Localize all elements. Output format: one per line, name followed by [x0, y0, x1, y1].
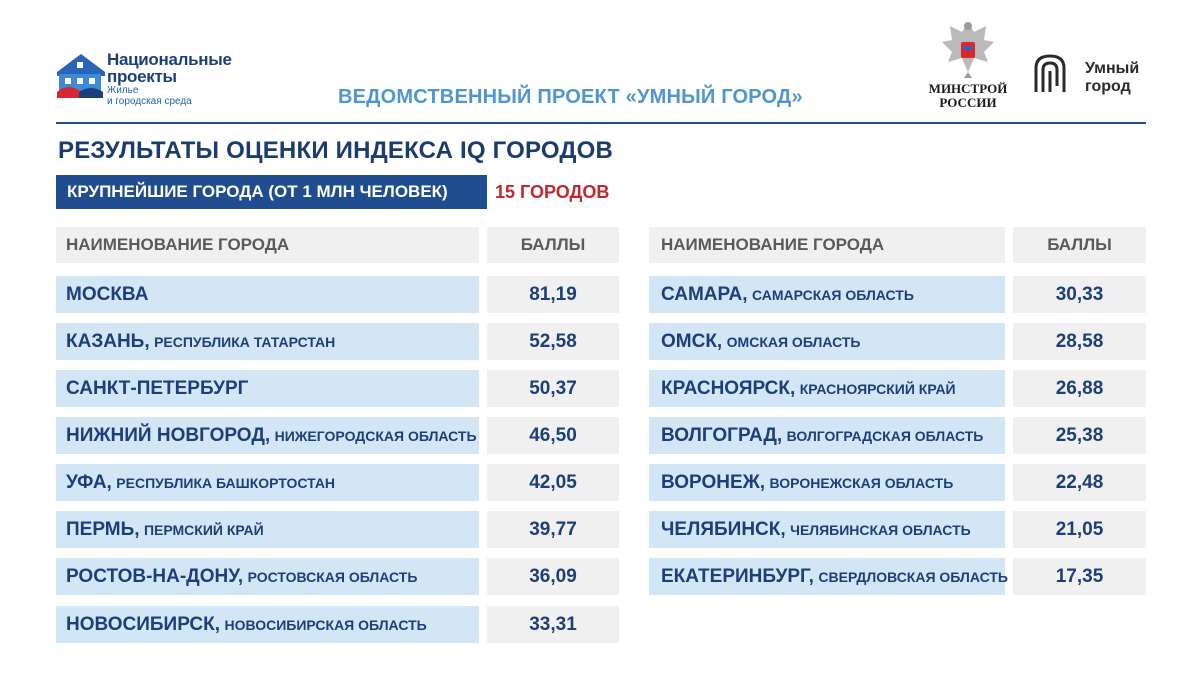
region-name: РЕСПУБЛИКА БАШКОРТОСТАН [116, 475, 336, 491]
smart-city-text: Умный город [1085, 60, 1140, 95]
table-row [649, 464, 1005, 501]
national-projects-logo [55, 50, 235, 110]
city-name: МОСКВА [66, 284, 149, 305]
region-name: ПЕРМСКИЙ КРАЙ [143, 522, 264, 538]
region-name: ВОЛГОГРАДСКАЯ ОБЛАСТЬ [786, 428, 984, 444]
left-header-score: БАЛЛЫ [487, 227, 619, 263]
city-name: КАЗАНЬ, [66, 331, 150, 352]
region-name: НИЖЕГОРОДСКАЯ ОБЛАСТЬ [274, 428, 477, 444]
city-name: САМАРА, [661, 284, 748, 305]
eagle-emblem-icon [938, 18, 998, 80]
region-name: СВЕРДЛОВСКАЯ ОБЛАСТЬ [818, 569, 1008, 585]
city-name: НОВОСИБИРСК, [66, 614, 221, 635]
score-value: 22,48 [1013, 464, 1146, 501]
table-row [649, 558, 1008, 595]
city-name: ОМСК, [661, 331, 723, 352]
table-row [56, 558, 479, 595]
left-header-name: НАИМЕНОВАНИЕ ГОРОДА [56, 227, 479, 263]
table-row [56, 464, 479, 501]
city-name: ЕКАТЕРИНБУРГ, [661, 566, 814, 587]
city-name: НИЖНИЙ НОВГОРОД, [66, 425, 271, 446]
score-value: 81,19 [487, 276, 619, 313]
right-header-score: БАЛЛЫ [1013, 227, 1146, 263]
category-label: КРУПНЕЙШИЕ ГОРОДА (ОТ 1 МЛН ЧЕЛОВЕК) [56, 175, 487, 209]
table-row [56, 370, 479, 407]
city-name: УФА, [66, 472, 112, 493]
table-row [649, 370, 1005, 407]
ministry-logo [922, 18, 1014, 110]
table-row [649, 323, 1005, 360]
project-title: ВЕДОМСТВЕННЫЙ ПРОЕКТ «УМНЫЙ ГОРОД» [338, 86, 803, 108]
table-row [649, 276, 1005, 313]
score-value: 33,31 [487, 606, 619, 643]
logo-title: Национальные проекты [107, 50, 232, 86]
region-name: РЕСПУБЛИКА ТАТАРСТАН [154, 334, 336, 350]
table-row [649, 511, 1005, 548]
score-value: 17,35 [1013, 558, 1146, 595]
region-name: ОМСКАЯ ОБЛАСТЬ [726, 334, 861, 350]
score-value: 46,50 [487, 417, 619, 454]
table-row [56, 606, 479, 643]
header-divider [56, 122, 1146, 124]
ministry-text: МИНСТРОЙ РОССИИ [928, 81, 1008, 110]
city-name: ВОЛГОГРАД, [661, 425, 783, 446]
city-name: КРАСНОЯРСК, [661, 378, 796, 399]
region-name: РОСТОВСКАЯ ОБЛАСТЬ [247, 569, 418, 585]
city-name: САНКТ-ПЕТЕРБУРГ [66, 378, 249, 399]
region-name: ВОРОНЕЖСКАЯ ОБЛАСТЬ [769, 475, 954, 491]
right-header-name: НАИМЕНОВАНИЕ ГОРОДА [649, 227, 1005, 263]
smart-city-fingerprint-icon [1030, 52, 1070, 101]
score-value: 52,58 [487, 323, 619, 360]
score-value: 50,37 [487, 370, 619, 407]
score-value: 25,38 [1013, 417, 1146, 454]
table-row [56, 276, 479, 313]
house-icon [55, 52, 105, 100]
region-name: ЧЕЛЯБИНСКАЯ ОБЛАСТЬ [790, 522, 971, 538]
table-row [56, 511, 479, 548]
region-name: КРАСНОЯРСКИЙ КРАЙ [799, 381, 956, 397]
score-value: 26,88 [1013, 370, 1146, 407]
region-name: САМАРСКАЯ ОБЛАСТЬ [751, 287, 914, 303]
city-name: ЧЕЛЯБИНСК, [661, 519, 786, 540]
city-name: РОСТОВ-НА-ДОНУ, [66, 566, 244, 587]
table-row [56, 323, 479, 360]
score-value: 39,77 [487, 511, 619, 548]
table-row [649, 417, 1005, 454]
logo-subtitle: Жилье и городская среда [107, 85, 192, 107]
score-value: 42,05 [487, 464, 619, 501]
score-value: 30,33 [1013, 276, 1146, 313]
city-name: ПЕРМЬ, [66, 519, 140, 540]
category-count: 15 ГОРОДОВ [495, 182, 610, 202]
score-value: 36,09 [487, 558, 619, 595]
table-row [56, 417, 479, 454]
page-title: РЕЗУЛЬТАТЫ ОЦЕНКИ ИНДЕКСА IQ ГОРОДОВ [58, 137, 614, 164]
score-value: 28,58 [1013, 323, 1146, 360]
city-name: ВОРОНЕЖ, [661, 472, 766, 493]
region-name: НОВОСИБИРСКАЯ ОБЛАСТЬ [224, 617, 427, 633]
score-value: 21,05 [1013, 511, 1146, 548]
